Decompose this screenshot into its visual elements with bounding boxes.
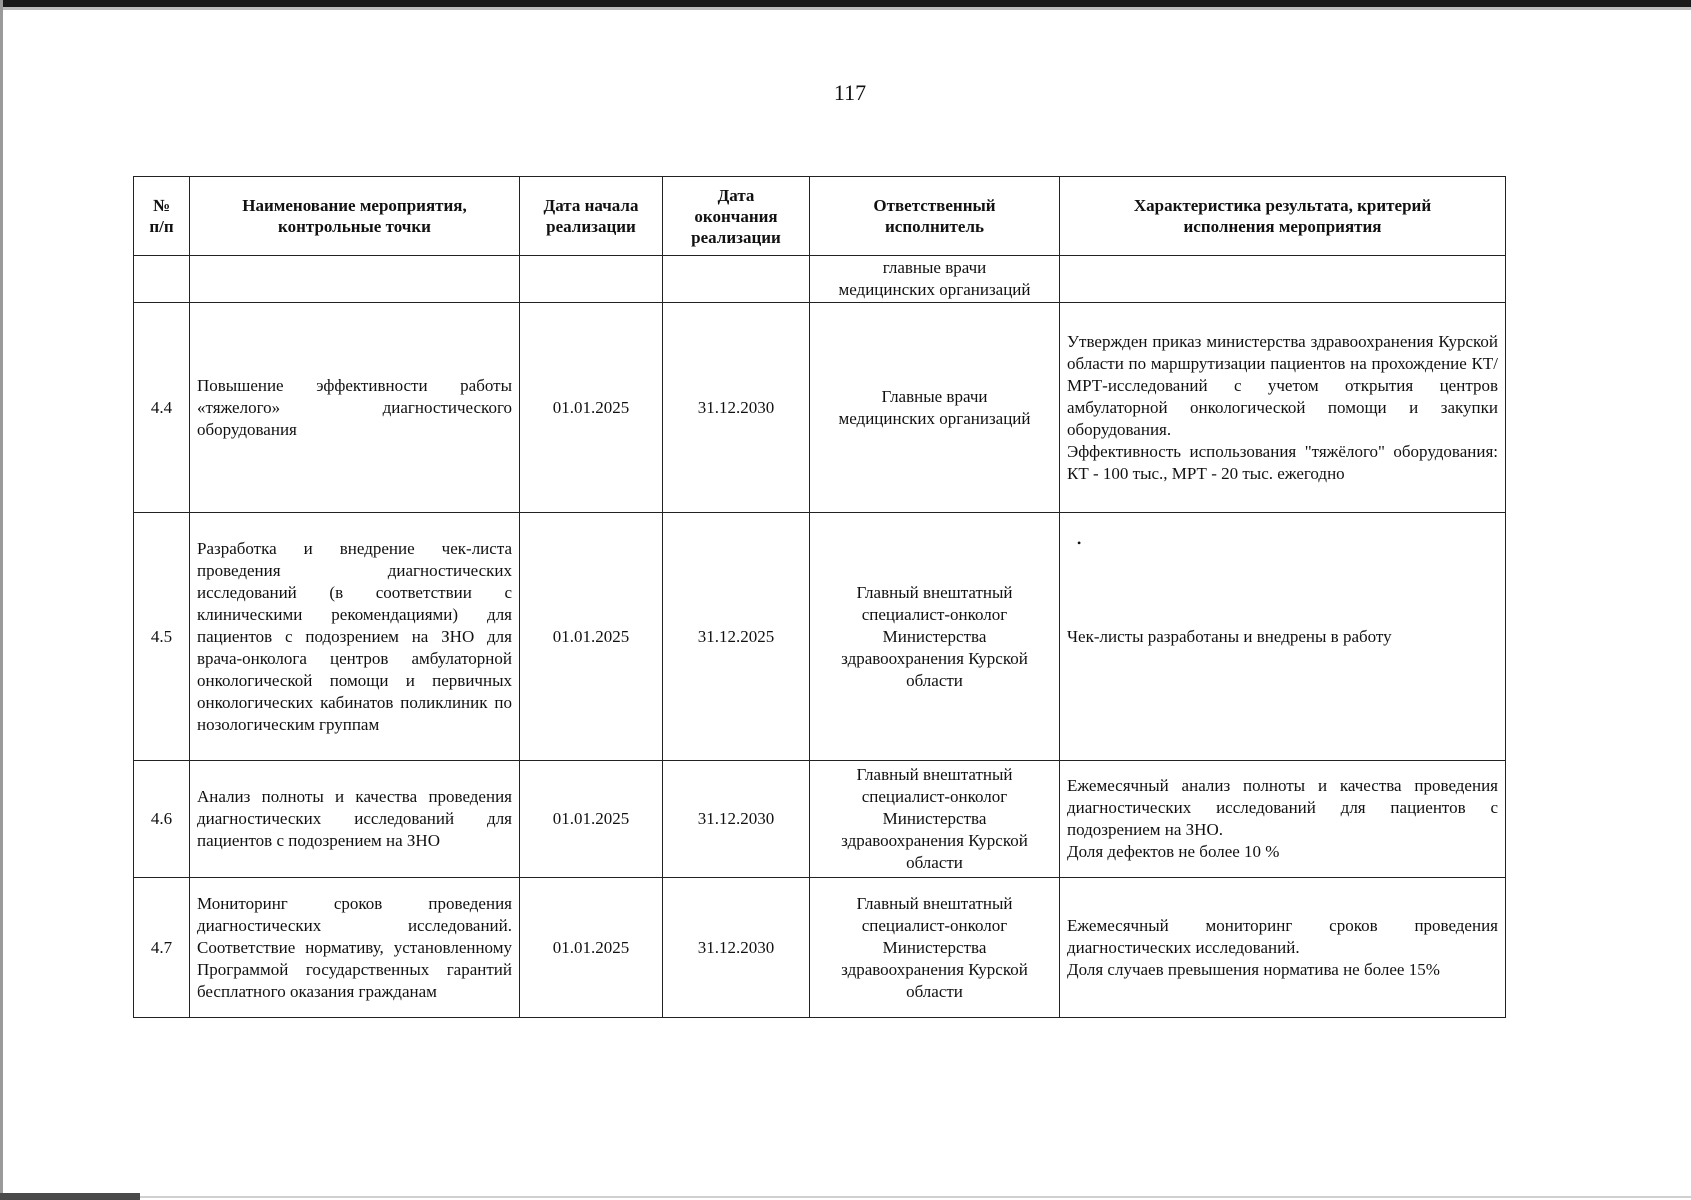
cell-start-date: 01.01.2025 [520,761,663,878]
scan-left-edge [0,0,3,1200]
header-responsible: Ответственный исполнитель [810,177,1060,256]
cell-name: Мониторинг сроков проведения диагностических исследований. Соответствие нормативу, установленному Программой государственных гарантий бесплатного оказания гражданам [190,878,520,1018]
table-header-row [134,177,1506,256]
table-row-4-4 [134,303,1506,513]
scan-bottom-edge [0,1193,140,1200]
cell-end-date: 31.12.2030 [663,303,810,513]
cell-num: 4.7 [134,878,190,1018]
cell-responsible: Главный внештатный специалист-онколог Министерства здравоохранения Курской области [810,878,1060,1018]
cell-responsible: главные врачи медицинских организаций [810,256,1060,303]
cell-result: Чек-листы разработаны и внедрены в работу [1060,513,1506,761]
cell-end-date: 31.12.2025 [663,513,810,761]
cell-responsible: Главные врачи медицинских организаций [810,303,1060,513]
cell-responsible: Главный внештатный специалист-онколог Министерства здравоохранения Курской области [810,513,1060,761]
header-start-date: Дата начала реализации [520,177,663,256]
table-row-4-5 [134,513,1506,761]
cell-result: Ежемесячный анализ полноты и качества проведения диагностических исследований для пациентов с подозрением на ЗНО. Доля дефектов не более 10 % [1060,761,1506,878]
cell-start-date: 01.01.2025 [520,303,663,513]
activities-table [133,176,1506,1018]
cell-num: 4.4 [134,303,190,513]
cell-end-date [663,256,810,303]
scan-top-edge [0,0,1691,7]
cell-name [190,256,520,303]
header-name: Наименование мероприятия, контрольные точки [190,177,520,256]
header-end-date: Дата окончания реализации [663,177,810,256]
cell-result: Ежемесячный мониторинг сроков проведения диагностических исследований. Доля случаев превышения норматива не более 15% [1060,878,1506,1018]
table-row-4-6 [134,761,1506,878]
cell-num: 4.5 [134,513,190,761]
cell-num: 4.6 [134,761,190,878]
scan-speck: • [1077,536,1082,550]
cell-num [134,256,190,303]
cell-end-date: 31.12.2030 [663,878,810,1018]
cell-result [1060,256,1506,303]
header-num: № п/п [134,177,190,256]
header-result: Характеристика результата, критерий исполнения мероприятия [1060,177,1506,256]
cell-name: Разработка и внедрение чек-листа проведения диагностических исследований (в соответствии с клиническими рекомендациями) для пациентов с подозрением на ЗНО для врача-онколога центров амбулаторной онкологической помощи и первичных онкологических кабинатов поликлиник по нозологическим группам [190,513,520,761]
cell-name: Анализ полноты и качества проведения диагностических исследований для пациентов с подозрением на ЗНО [190,761,520,878]
cell-start-date: 01.01.2025 [520,513,663,761]
cell-responsible: Главный внештатный специалист-онколог Министерства здравоохранения Курской области [810,761,1060,878]
cell-name: Повышение эффективности работы «тяжелого» диагностического оборудования [190,303,520,513]
table-row-continuation [134,256,1506,303]
cell-start-date: 01.01.2025 [520,878,663,1018]
page-number: 117 [833,80,867,105]
cell-end-date: 31.12.2030 [663,761,810,878]
scan-bottom-shadow [140,1196,1691,1198]
cell-result: Утвержден приказ министерства здравоохранения Курской области по маршрутизации пациентов на прохождение КТ/МРТ-исследований с учетом открытия центров амбулаторной онкологической помощи и закупки оборудования. Эффективность использования "тяжёлого" оборудования: КТ - 100 тыс., МРТ - 20 тыс. ежегодно [1060,303,1506,513]
table-row-4-7 [134,878,1506,1018]
scan-top-shadow [0,7,1691,10]
cell-start-date [520,256,663,303]
